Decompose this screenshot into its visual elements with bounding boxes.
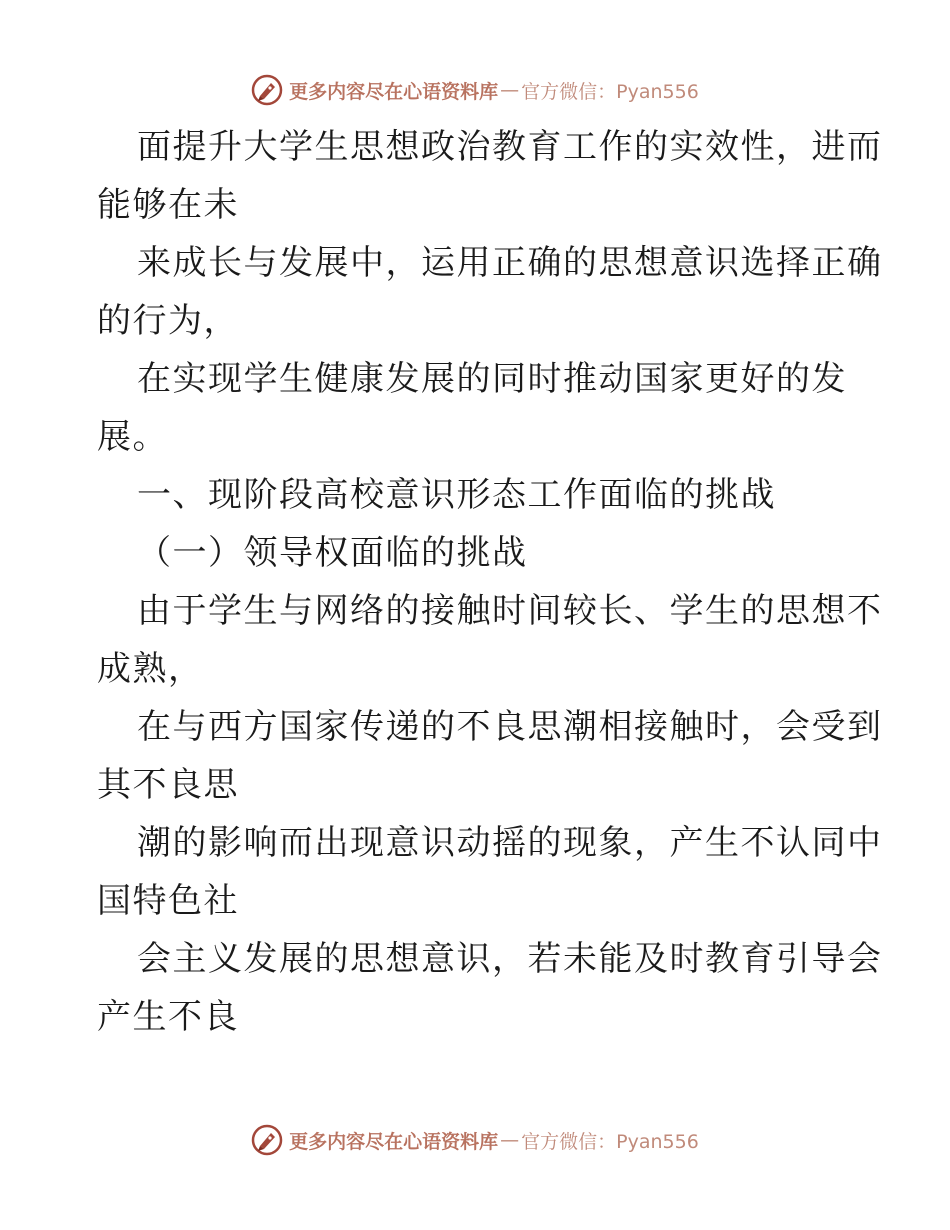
body-line: 会主义发展的思想意识，若未能及时教育引导会 [137,939,883,979]
footer-wechat-text: 官方微信：Pyan556 [521,1130,699,1153]
footer-banner [0,1120,950,1160]
body-line: 在实现学生健康发展的同时推动国家更好的发 [137,359,847,399]
body-line: 来成长与发展中，运用正确的思想意识选择正确 [137,243,883,283]
body-line: 潮的影响而出现意识动摇的现象，产生不认同中 [137,823,883,863]
footer-site-text: 更多内容尽在心语资料库 [289,1130,499,1153]
header-site-text: 更多内容尽在心语资料库 [289,80,499,103]
body-line: 面提升大学生思想政治教育工作的实效性，进而 [137,127,883,167]
body-line: 能够在未 [97,185,239,225]
document-body [97,118,883,1046]
footer-dash: — [500,1129,520,1151]
body-line: 在与西方国家传递的不良思潮相接触时，会受到 [137,707,883,747]
body-line: 其不良思 [97,765,239,805]
body-line: 国特色社 [97,881,239,921]
body-line: 展。 [97,417,168,457]
body-line: 的行为， [97,301,239,341]
pen-nib-logo-icon [251,74,283,106]
pen-nib-logo-icon [251,1124,283,1156]
header-wechat-text: 官方微信：Pyan556 [521,80,699,103]
header-dash: — [500,79,520,101]
body-line: 成熟， [97,649,204,689]
header-banner [0,70,950,110]
subsection-heading: （一）领导权面临的挑战 [137,533,528,573]
section-heading: 一、现阶段高校意识形态工作面临的挑战 [137,475,776,515]
body-line: 产生不良 [97,997,239,1037]
body-line: 由于学生与网络的接触时间较长、学生的思想不 [137,591,883,631]
